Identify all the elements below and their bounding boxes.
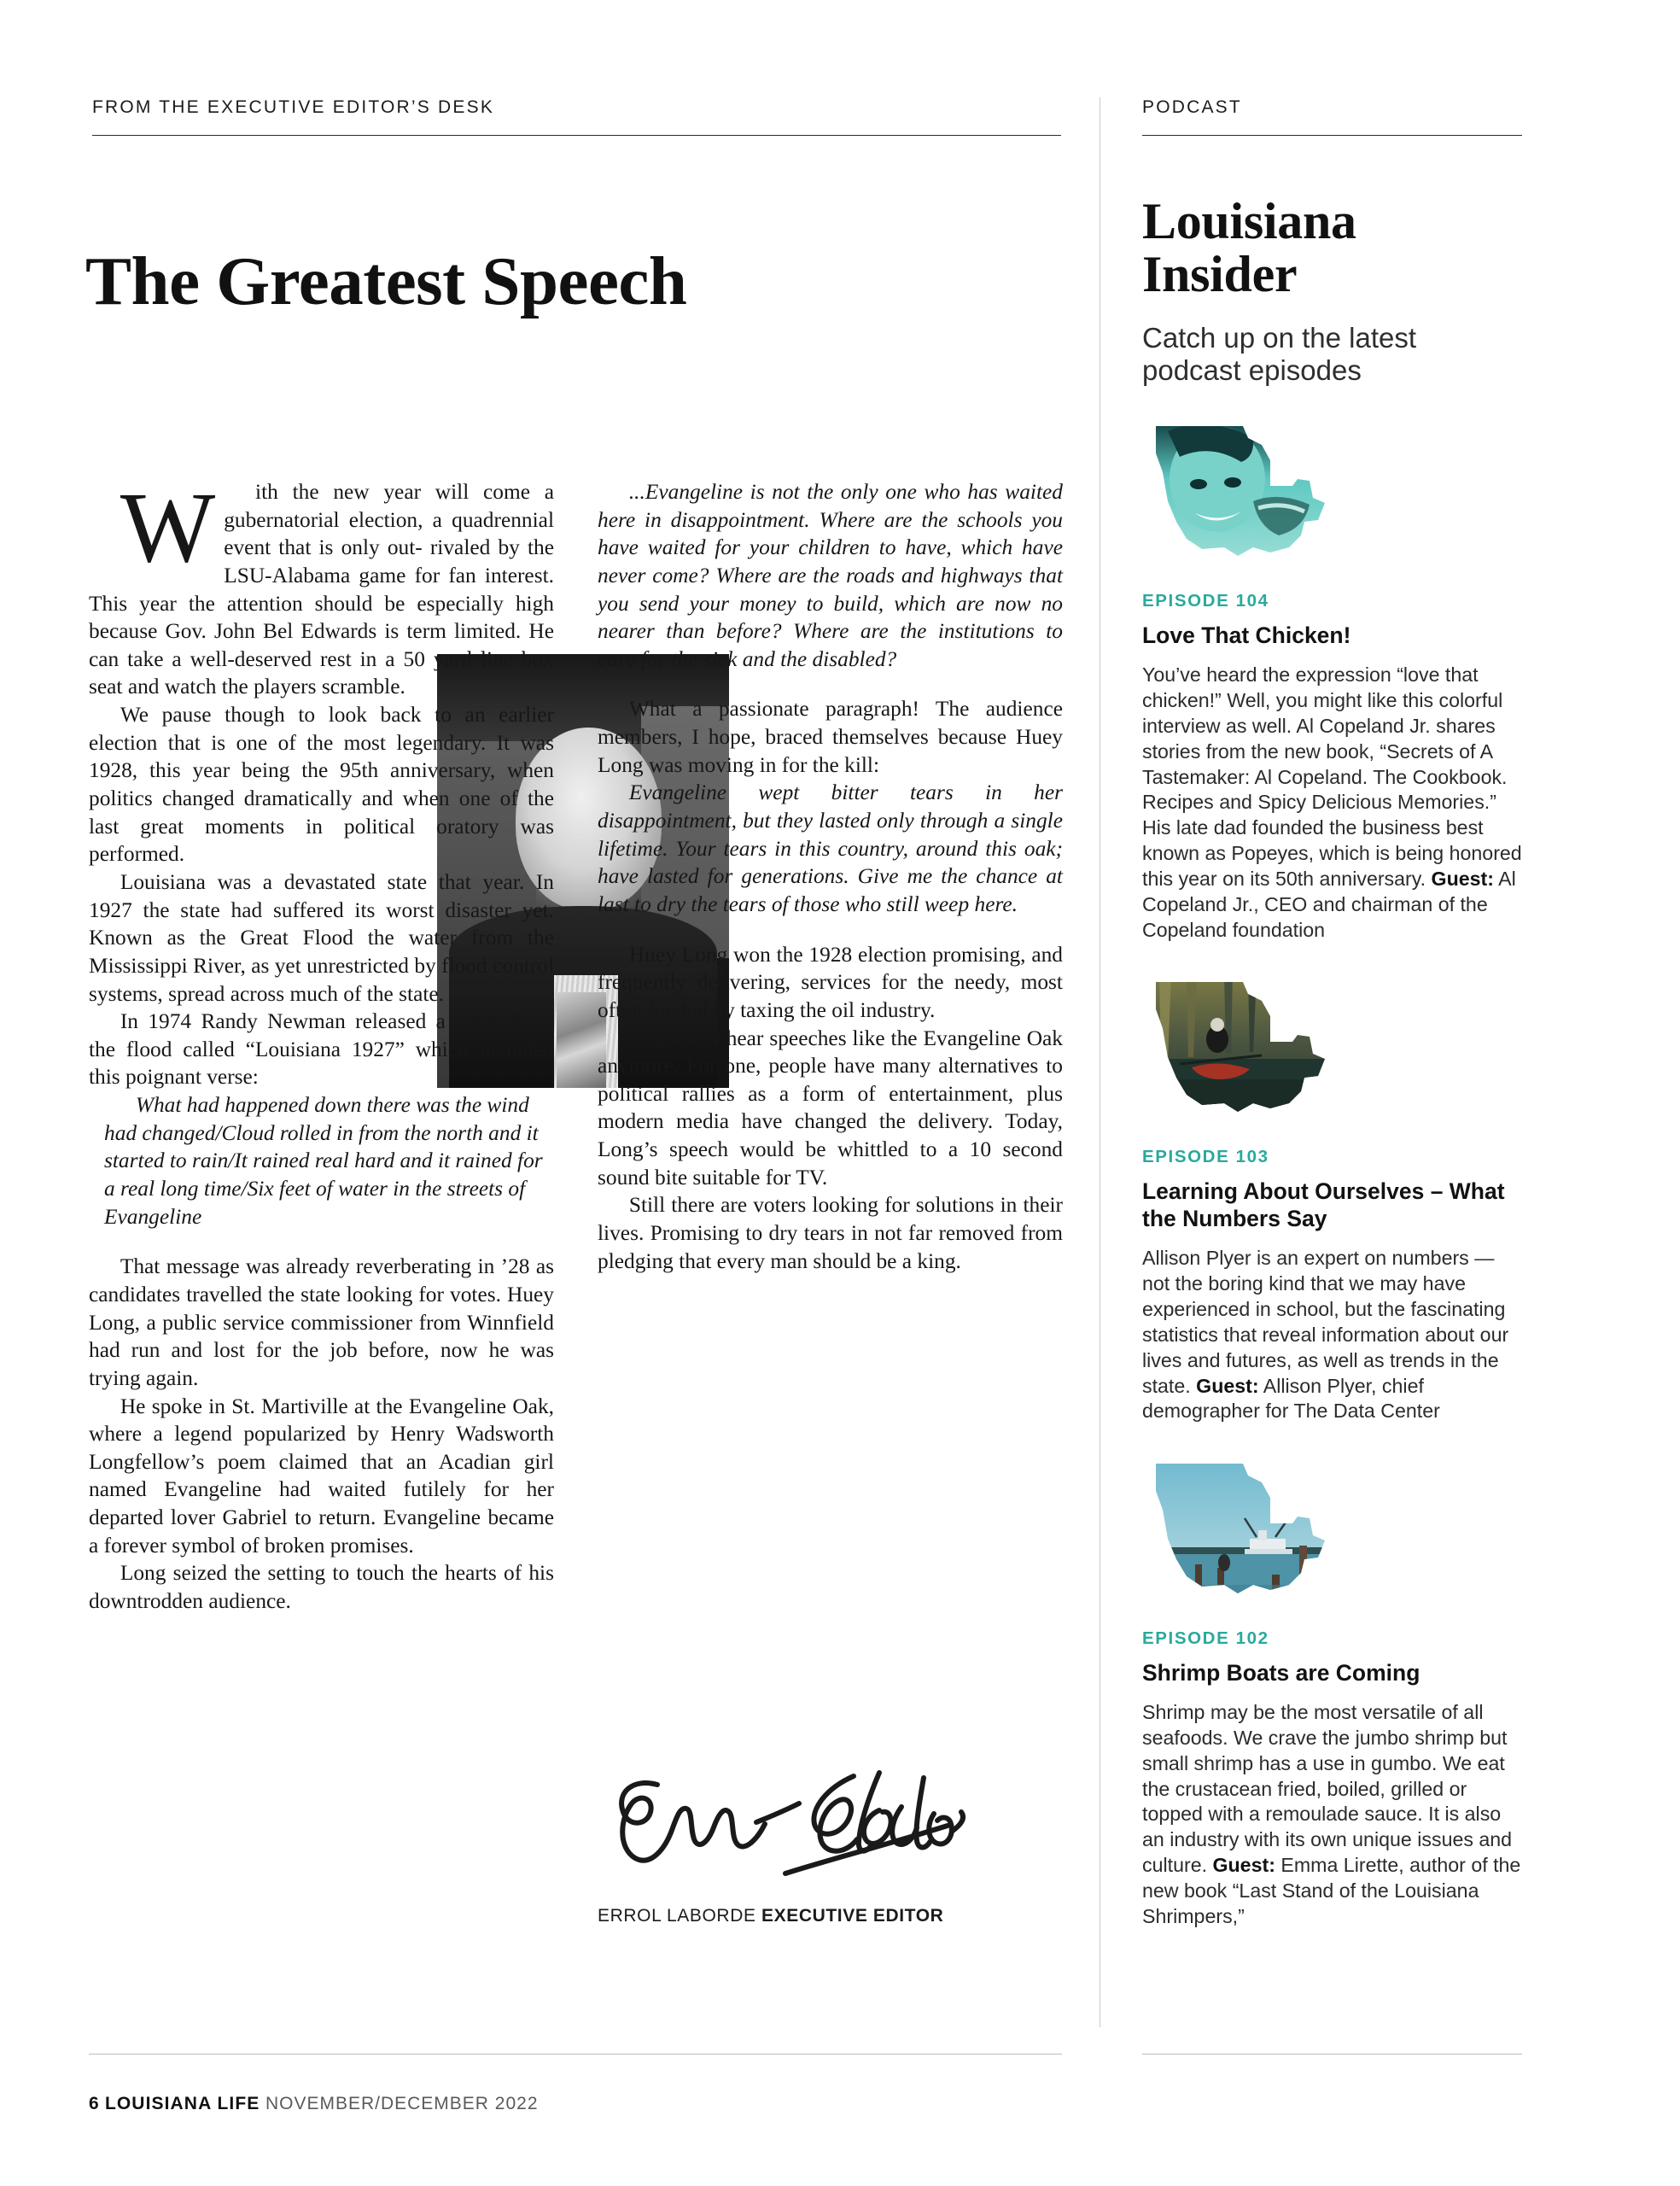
episode-guest-label: Guest: [1212, 1854, 1275, 1877]
episode-description-text: You’ve heard the expression “love that chicken!” Well, you might like this colorful interview as well. Al Copeland Jr. shares stories from the new book, “Secrets of A Tastemaker: Al Copeland. The Cookbook. Recipes and Spicy Delicious Memories.” His late dad founded the business best known as Popeyes, which is being honored this year on its 50th anniversary. [1142, 663, 1522, 890]
paragraph: Long seized the setting to touch the hearts of his downtrodden audience. [89, 1561, 554, 1613]
episode-description [1142, 663, 1522, 943]
episode-title[interactable]: Shrimp Boats are Coming [1142, 1660, 1420, 1686]
song-verse: What had happened down there was the wind had changed/Cloud rolled in from the north and it started to rain/It rained real hard and it rained for a real long time/Six feet of water in the streets of Evangeline [104, 1093, 543, 1229]
episode-description-text: Allison Plyer is an expert on numbers — not the boring kind that we may have experienced in school, but the fascinating statistics that reveal information about our lives and futures, as well as trends in the state. [1142, 1247, 1509, 1397]
speech-quote-opening: ...Evangeline is not the only one who has waited here in disappointment. Where are the schools you have waited for your children to have, which have never come? Where are the roads and highways that you send your money to build, which are now no nearer than before? Where are the institutions to care for the sick and the disabled? [598, 480, 1063, 671]
episode-title[interactable]: Learning About Ourselves – What the Numbers Say [1142, 1178, 1505, 1232]
episode-label: EPISODE 104 [1142, 591, 1269, 611]
episode-guest-label: Guest: [1196, 1374, 1259, 1397]
paragraph: Huey Long won the 1928 election promising, and frequently delivering, services for the needy, most often funded by taxing the oil industry. [598, 942, 1063, 1022]
magazine-name: LOUISIANA LIFE [104, 2094, 260, 2113]
episode-image-104 [1142, 419, 1339, 569]
paragraph: We pause though to look back to an earlier election that is one of the most legendary. It was 1928, this year being the 95th anniversary, when politics changed dramatically and when one of the last great moments in political oratory was performed. [89, 703, 554, 867]
louisiana-shape-kayak-icon [1142, 975, 1339, 1125]
paragraph: What a passionate paragraph! The audience members, I hope, braced themselves because Huey Long was moving in for the kill: [598, 697, 1063, 777]
episode-label: EPISODE 102 [1142, 1628, 1269, 1649]
podcast-sidebar [1142, 171, 1522, 1930]
podcast-episode-card[interactable] [1142, 419, 1522, 943]
paragraph-opening [89, 471, 554, 701]
page-number: 6 [89, 2094, 100, 2113]
paragraph: In 1974 Randy Newman released a song about the flood called “Louisiana 1927” which included this poignant verse: [89, 1009, 554, 1090]
episode-guest-label: Guest: [1431, 867, 1494, 890]
speech-quote-closing: Evangeline wept bitter tears in her disappointment, but they lasted only through a single lifetime. Your tears in this country, around this oak; have lasted for generations. Give me the chance at last to dry the tears of those who still weep here. [598, 780, 1063, 916]
paragraph: That message was already reverberating in ’28 as candidates travelled the state looking for votes. Huey Long, a public service commissioner from Winnfield had run and lost for the job before, now he was trying again. [89, 1254, 554, 1390]
episode-description [1142, 1246, 1522, 1424]
louisiana-shape-shrimp-boat-icon [1142, 1457, 1339, 1606]
left-kicker-block [92, 97, 1061, 136]
podcast-episode-card[interactable] [1142, 975, 1522, 1424]
podcast-episode-card[interactable] [1142, 1457, 1522, 1929]
louisiana-shape-portrait-icon [1142, 419, 1339, 569]
article-column-1 [89, 471, 554, 1616]
right-kicker-label: PODCAST [1142, 97, 1242, 117]
handwritten-signature-icon [598, 1759, 999, 1887]
episode-description [1142, 1700, 1522, 1929]
episode-guest: Emma Lirette, author of the new book “Last Stand of the Louisiana Shrimpers,” [1142, 1854, 1521, 1927]
episode-label: EPISODE 103 [1142, 1147, 1269, 1167]
episode-guest: Allison Plyer, chief demographer for The Data Center [1142, 1374, 1440, 1423]
byline-role: EXECUTIVE EDITOR [761, 1906, 944, 1926]
footer-folio [89, 2094, 539, 2114]
paragraph: He spoke in St. Martiville at the Evangeline Oak, where a legend popularized by Henry Wadsworth Longfellow’s poem claimed that an Acadian girl named Evangeline had waited futilely for her departed lover Gabriel to return. Evangeline became a forever symbol of broken promises. [89, 1394, 554, 1558]
signature-block [598, 1759, 1076, 1926]
podcast-title: Louisiana Insider [1142, 193, 1356, 303]
episode-guest: Al Copeland Jr., CEO and chairman of the Copeland foundation [1142, 867, 1516, 941]
drop-cap: W [120, 471, 216, 583]
right-kicker-rule [1142, 135, 1522, 136]
byline [598, 1906, 1076, 1926]
paragraph: You won’t hear speeches like the Evangeline Oak anymore. For one, people have many alternatives to political rallies as a form of entertainment, plus modern media have changed the delivery. Today, Long’s speech would be whittled to a 10 second sound bite suitable for TV. [598, 1026, 1063, 1189]
podcast-subtitle: Catch up on the latest podcast episodes [1142, 321, 1417, 387]
episode-title[interactable]: Love That Chicken! [1142, 622, 1351, 649]
paragraph: Louisiana was a devastated state that year. In 1927 the state had suffered its worst disaster yet. Known as the Great Flood the water from the Mississippi River, as yet unrestricted by flood control systems, spread across much of the state. [89, 869, 554, 1006]
byline-name: ERROL LABORDE [598, 1906, 756, 1926]
left-kicker-rule [92, 135, 1061, 136]
episode-image-103 [1142, 975, 1339, 1125]
episode-image-102 [1142, 1457, 1339, 1606]
left-kicker-label: FROM THE EXECUTIVE EDITOR’S DESK [92, 97, 495, 117]
episode-description-text: Shrimp may be the most versatile of all seafoods. We crave the jumbo shrimp but small shrimp has a use in gumbo. We eat the crustacean fried, boiled, grilled or topped with a remoulade sauce. It is also an industry with its own unique issues and culture. [1142, 1701, 1513, 1877]
issue-date: NOVEMBER/DECEMBER 2022 [265, 2094, 539, 2113]
article-headline: The Greatest Speech [85, 243, 687, 319]
paragraph: Still there are voters looking for solutions in their lives. Promising to dry tears in not far removed from pledging that every man should be a king. [598, 1193, 1063, 1273]
article-column-2 [598, 478, 1063, 1275]
paragraph-opening-text: ith the new year will come a gubernatorial election, a quadrennial event that is only out- rivaled by the LSU-Alabama game for fan interest. This year the attention should be especially high because Gov. John Bel Edwards is term limited. He can take a well-deserved rest in a 50 yard line box seat and watch the players scramble. [89, 480, 554, 699]
right-kicker-block [1142, 97, 1522, 136]
